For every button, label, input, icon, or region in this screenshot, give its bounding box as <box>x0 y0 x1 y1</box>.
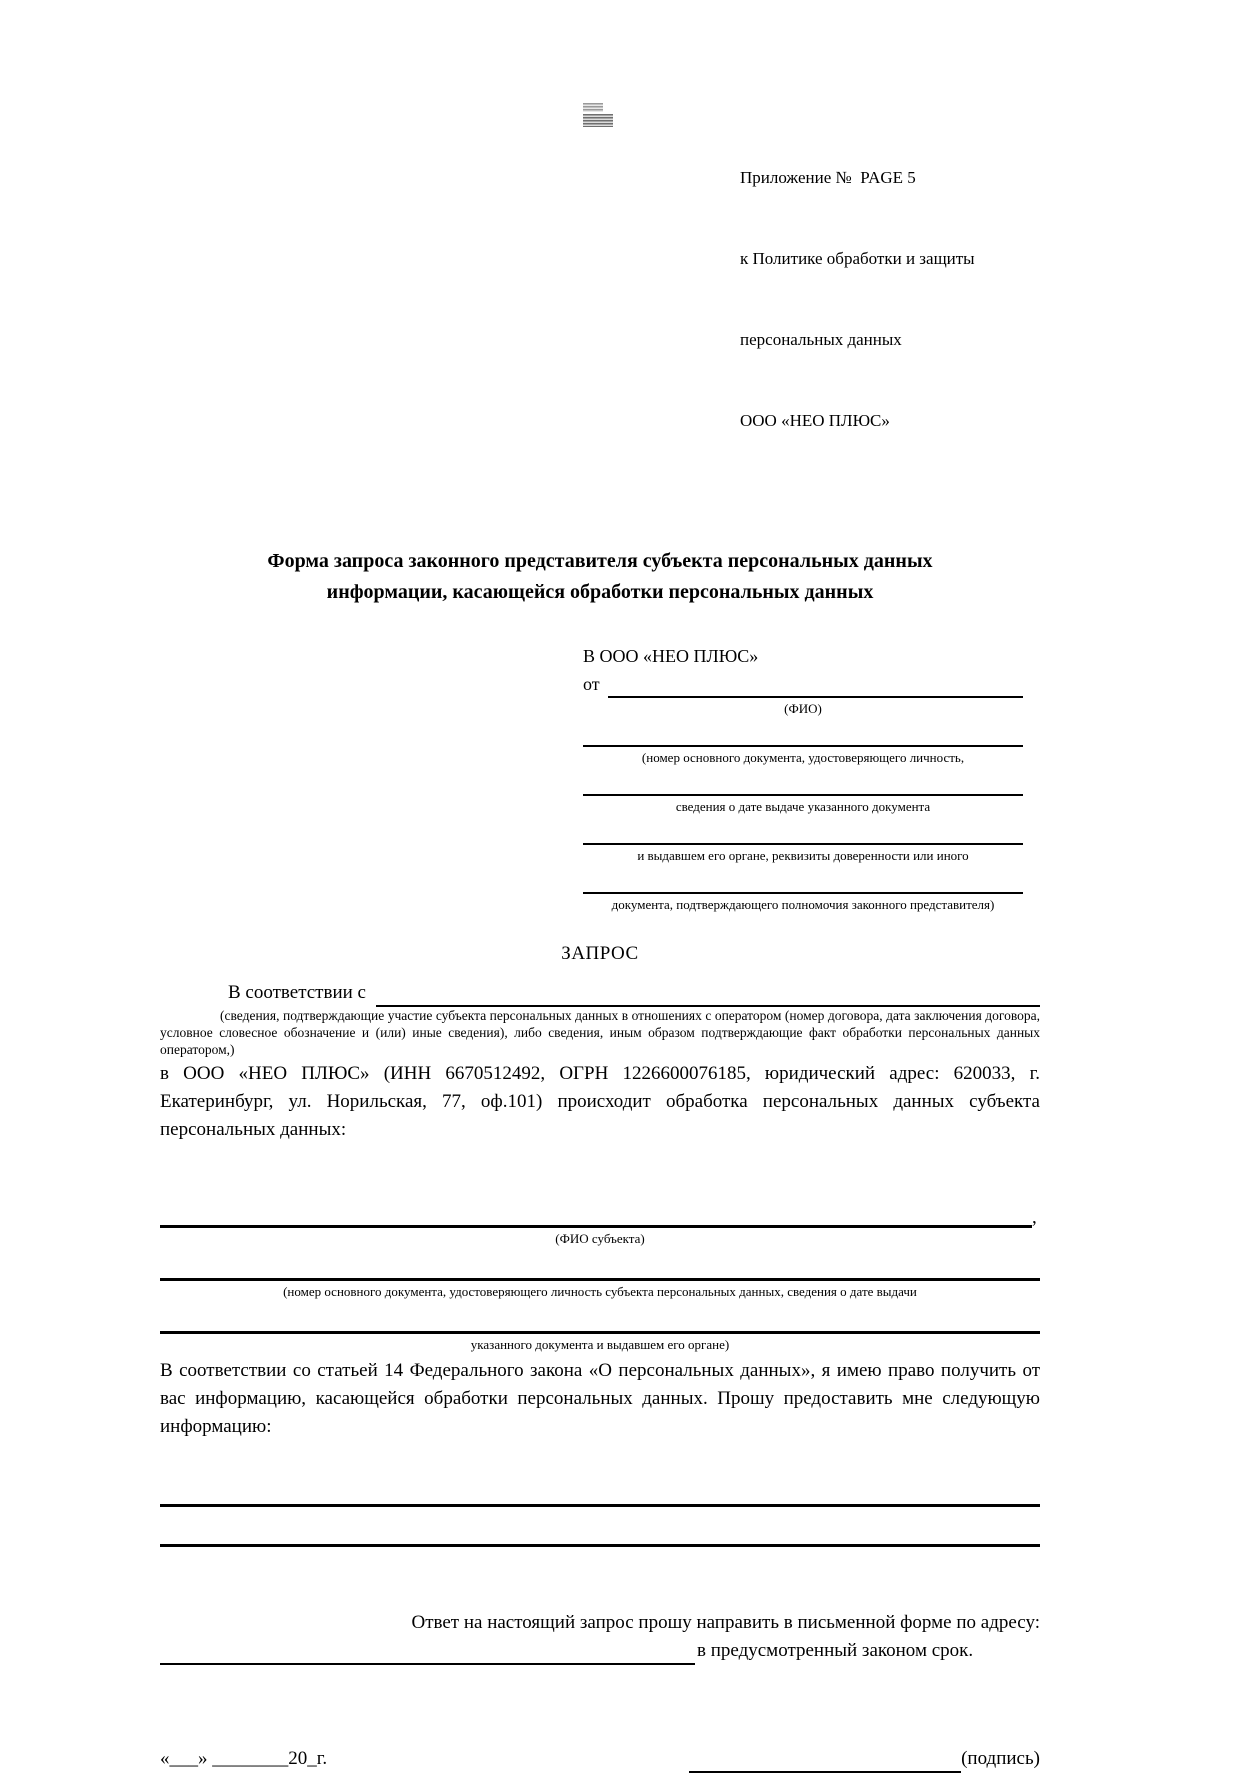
from-prefix: от <box>583 674 600 694</box>
subject-doc-caption-2: указанного документа и выдавшем его органе) <box>470 1337 730 1352</box>
header-personal-data-line: персональных данных <box>740 330 902 349</box>
reply-address-blank-line <box>160 1641 695 1665</box>
subject-fio-row <box>160 1202 1040 1228</box>
fio-caption: (ФИО) <box>784 701 822 716</box>
accordance-blank-line <box>376 983 1040 1007</box>
header-company-line: ООО «НЕО ПЛЮС» <box>740 411 890 430</box>
representative-doc-caption-2: сведения о дате выдаче указанного документа <box>675 799 931 814</box>
representative-doc-blank-line-2 <box>583 766 1023 796</box>
subject-fio-caption: (ФИО субъекта) <box>555 1231 645 1246</box>
subject-fio-blank-line <box>160 1202 1032 1228</box>
subject-doc-blank-line-1 <box>160 1247 1040 1281</box>
title-line-1: Форма запроса законного представителя субъекта персональных данных <box>267 550 933 572</box>
reply-term-text: в предусмотренный законом срок. <box>697 1640 974 1661</box>
operator-paragraph: в ООО «НЕО ПЛЮС» (ИНН 6670512492, ОГРН 1226600076185, юридический адрес: 620033, г. Екатеринбург, ул. Норильская, 77, оф.101) происходит обработка персональных данных субъекта персональных данных: <box>160 1063 1040 1140</box>
requested-info-blank-line-2 <box>160 1507 1040 1547</box>
signature-blank-line <box>689 1749 961 1773</box>
title-line-2: информации, касающейся обработки персональных данных <box>326 581 874 603</box>
addressee-to: В ООО «НЕО ПЛЮС» <box>583 646 759 666</box>
law-paragraph: В соответствии со статьей 14 Федерального закона «О персональных данных», я имею право получить от вас информацию, касающейся обработки персональных данных. Прошу предоставить мне следующую информацию: <box>160 1360 1040 1437</box>
subject-fio-comma: , <box>1032 1207 1037 1228</box>
header-policy-line: к Политике обработки и защиты <box>740 249 975 268</box>
requested-info-blank-line-1 <box>160 1467 1040 1507</box>
representative-doc-blank-line-3 <box>583 815 1023 845</box>
date-line: «___» ________20_г. <box>160 1748 328 1769</box>
addressee-block <box>583 642 1023 913</box>
stripes-artifact-icon <box>583 103 613 127</box>
subject-doc-blank-line-2 <box>160 1300 1040 1334</box>
signature-group <box>689 1745 1040 1773</box>
representative-doc-caption-4: документа, подтверждающего полномочия законного представителя) <box>611 897 995 912</box>
document-title <box>160 546 1040 608</box>
representative-doc-caption-1: (номер основного документа, удостоверяющего личность, <box>641 750 965 765</box>
subject-doc-caption-1: (номер основного документа, удостоверяющего личность субъекта персональных данных, сведения о дате выдачи <box>283 1284 917 1299</box>
header-appendix-line: Приложение № PAGE 5 <box>740 168 916 187</box>
representative-doc-blank-line-4 <box>583 864 1023 894</box>
stripes-bottom <box>583 114 613 127</box>
reply-address-row <box>160 1637 1040 1665</box>
reply-address-sentence: Ответ на настоящий запрос прошу направить в письменной форме по адресу: <box>411 1612 1040 1633</box>
signature-caption: (подпись) <box>961 1748 1040 1769</box>
stripes-top <box>583 103 603 112</box>
date-signature-row <box>160 1745 1040 1773</box>
representative-doc-blank-line-1 <box>583 717 1023 747</box>
from-fio-blank-line <box>608 674 1023 698</box>
accordance-prefix: В соответствии с <box>228 982 366 1003</box>
accordance-small-print: (сведения, подтверждающие участие субъекта персональных данных в отношениях с оператором (номер договора, дата заключения договора, условное словесное обозначение и (или) иные сведения), либо сведения, иным образом подтверждающие факт обработки персональных данных оператором,) <box>160 1008 1040 1057</box>
representative-doc-caption-3: и выдавшем его органе, реквизиты доверенности или иного <box>637 848 969 863</box>
accordance-row <box>160 979 1040 1007</box>
document-header <box>740 110 1040 488</box>
request-heading: ЗАПРОС <box>561 943 639 964</box>
addressee-from-row <box>583 670 1023 698</box>
